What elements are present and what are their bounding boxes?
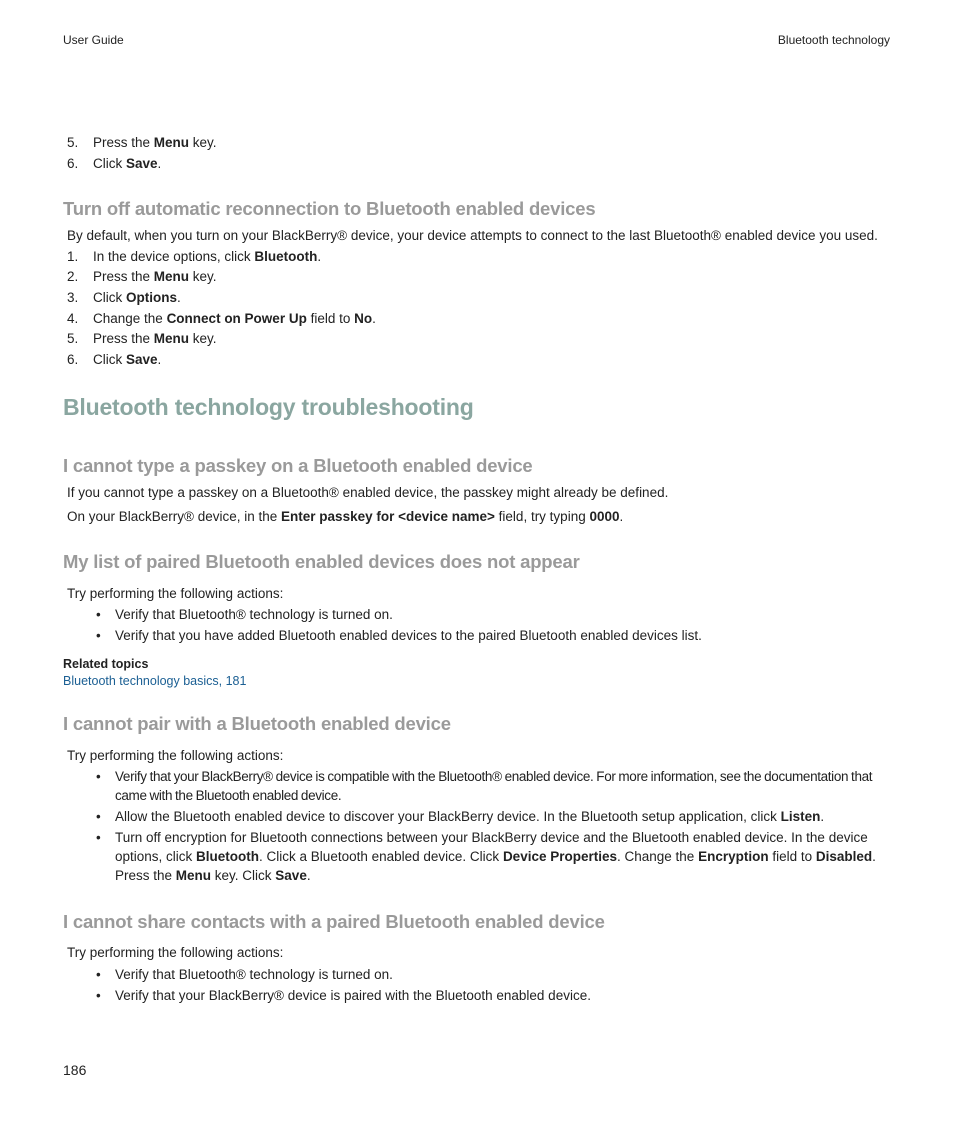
section-heading-pair: I cannot pair with a Bluetooth enabled device	[63, 713, 451, 734]
paragraph: On your BlackBerry® device, in the Enter passkey for <device name> field, try typing 0000.	[67, 509, 624, 524]
related-topics-heading: Related topics	[63, 657, 149, 671]
step-item: 5. Press the Menu key.	[67, 331, 217, 346]
section-intro: Try performing the following actions:	[67, 586, 284, 601]
section-intro: By default, when you turn on your BlackBerry® device, your device attempts to connect to the last Bluetooth® enabled device you used.	[67, 228, 878, 243]
section-intro: Try performing the following actions:	[67, 748, 284, 763]
running-header-right: Bluetooth technology	[777, 33, 890, 47]
section-heading-passkey: I cannot type a passkey on a Bluetooth enabled device	[63, 455, 533, 476]
section-heading-reconnect: Turn off automatic reconnection to Bluetooth enabled devices	[63, 198, 596, 219]
step-item: 1. In the device options, click Bluetooth.	[67, 249, 322, 264]
paragraph: If you cannot type a passkey on a Bluetooth® enabled device, the passkey might already be defined.	[67, 485, 669, 500]
step-item: 6. Click Save.	[67, 156, 162, 171]
step-item: 3. Click Options.	[67, 290, 181, 305]
bullet-icon: •	[96, 988, 101, 1003]
bullet-icon: •	[96, 809, 101, 824]
bullet-icon: •	[96, 628, 101, 643]
page-title: Bluetooth technology troubleshooting	[63, 394, 474, 420]
bullet-icon: •	[96, 607, 101, 622]
step-item: 4. Change the Connect on Power Up field to No.	[67, 311, 376, 326]
step-item: 5. Press the Menu key.	[67, 135, 217, 150]
section-heading-paired-list: My list of paired Bluetooth enabled devices does not appear	[63, 551, 580, 572]
related-topic-link[interactable]: Bluetooth technology basics, 181	[63, 674, 247, 688]
step-item: 6. Click Save.	[67, 352, 162, 367]
page-number: 186	[63, 1062, 87, 1078]
section-heading-share: I cannot share contacts with a paired Bluetooth enabled device	[63, 911, 605, 932]
running-header-left: User Guide	[63, 33, 124, 47]
bullet-icon: •	[96, 769, 101, 784]
bullet-icon: •	[96, 967, 101, 982]
step-item: 2. Press the Menu key.	[67, 269, 217, 284]
bullet-icon: •	[96, 830, 101, 845]
section-intro: Try performing the following actions:	[67, 945, 284, 960]
